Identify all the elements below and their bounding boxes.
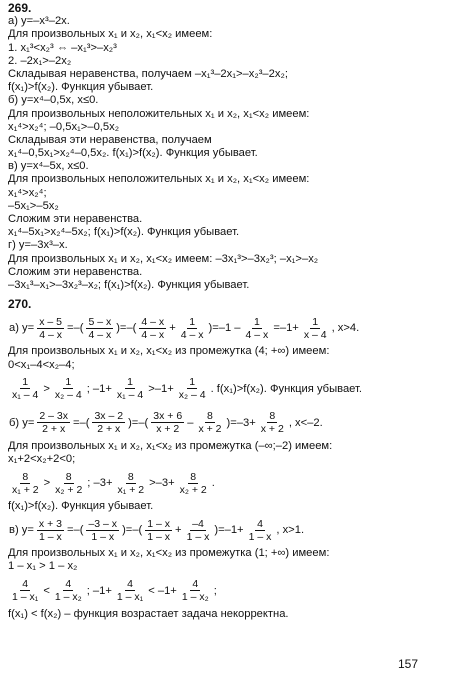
equation-text: )=–1+ (214, 524, 244, 537)
inequality-c (8, 574, 448, 608)
text-line: Для произвольных x₁ и x₂, x₁<x₂ имеем: –3x₁³>–3x₂³; –x₁>–x₂ (8, 252, 319, 265)
page-content (8, 2, 448, 621)
equation-text: . (211, 477, 215, 490)
equation-text: )=–3+ (226, 416, 256, 429)
inequality-a (8, 372, 448, 406)
equation-text: < –1+ (148, 584, 177, 597)
equation-a-definition (8, 311, 448, 345)
problem-number-270: 270. (8, 297, 32, 312)
equation-text: ; –1+ (86, 584, 112, 597)
text-line: 2. –2x₁>–2x₂ (8, 54, 72, 67)
fraction: $\frac{4 - x}{4 - x}$ (141, 315, 165, 341)
equation-c-definition (8, 513, 448, 547)
fraction: $\frac{1}{\text{x₁ – 4}}$ (12, 376, 39, 402)
equation-text: ; (213, 584, 217, 597)
fraction: $\frac{4}{1 - x}$ (248, 517, 272, 543)
equation-text: )=–( (116, 322, 137, 335)
equation-text: > (43, 477, 51, 490)
page-number: 157 (398, 657, 419, 671)
equation-text: )=–1 – (208, 322, 241, 335)
text-line: г) y=–3x³–x. (8, 239, 68, 252)
fraction: $\frac{4}{\text{1 – x₁}}$ (12, 578, 39, 604)
text-line: x₁⁴–0,5x₁>x₂⁴–0,5x₂. f(x₁)>f(x₂). Функция убывает. (8, 147, 258, 160)
fraction: $\frac{-3 - x}{1 - x}$ (88, 517, 118, 543)
fraction: $\frac{4}{\text{1 – x₂}}$ (54, 578, 82, 604)
text-line: Для произвольных x₁ и x₂, x₁<x₂ из промежутка (–∞;–2) имеем: (8, 439, 333, 452)
fraction: $\frac{8}{x + 2}$ (198, 410, 222, 436)
text-line: в) y=x⁴–5x, x≤0. (8, 160, 89, 173)
fraction: $\frac{1}{x - 4}$ (303, 315, 327, 341)
text-line: Для произвольных x₁ и x₂, x₁<x₂ имеем: (8, 28, 213, 41)
fraction: $\frac{4}{\text{1 – x₂}}$ (181, 578, 209, 604)
equation-text: )=–( (128, 416, 149, 429)
text-line: 1. x₁³<x₂³ ⇔ –x₁³>–x₂³ (8, 41, 117, 54)
fraction: $\frac{8}{\text{x₂ + 2}}$ (179, 470, 207, 496)
fraction: $\frac{1}{4 - x}$ (180, 315, 204, 341)
equation-text: =–( (72, 416, 90, 429)
fraction: $\frac{1 - x}{1 - x}$ (147, 517, 171, 543)
fraction: $\frac{1}{\text{x₁ – 4}}$ (116, 376, 144, 402)
equation-text: ; –3+ (87, 477, 113, 490)
text-line: Складывая неравенства, получаем –x₁³–2x₁>–x₂³–2x₂; (8, 67, 288, 80)
fraction: $\frac{1}{4 - x}$ (245, 315, 269, 341)
fraction: $\frac{x - 5}{4 - x}$ (39, 315, 62, 341)
text-line: –5x₁>–5x₂ (8, 199, 59, 212)
fraction: $\frac{1}{\text{x₂ – 4}}$ (54, 376, 82, 402)
fraction: $\frac{-4}{1 - x}$ (186, 517, 210, 543)
fraction: $\frac{8}{\text{x₂ + 2}}$ (55, 470, 83, 496)
fraction: $\frac{4}{\text{1 – x₁}}$ (116, 578, 144, 604)
text-line: Складывая эти неравенства, получаем (8, 133, 212, 146)
fraction: $\frac{5 - x}{4 - x}$ (88, 315, 112, 341)
text-line: а) y=–x³–2x. (8, 15, 70, 28)
text-line: f(x₁) < f(x₂) – функция возрастает задача некорректна. (8, 607, 289, 620)
equation-text: + (175, 524, 182, 537)
equation-text: в) y= (9, 524, 34, 537)
equation-text: , x<–2. (288, 416, 323, 429)
text-line: f(x₁)>f(x₂). Функция убывает. (8, 81, 154, 94)
text-line: x₁⁴–5x₁>x₂⁴–5x₂; f(x₁)>f(x₂). Функция убывает. (8, 226, 240, 239)
text-line: Для произвольных x₁ и x₂, x₁<x₂ из промежутка (4; +∞) имеем: (8, 345, 330, 358)
equation-text: < (43, 584, 50, 597)
text-line: Для произвольных неположительных x₁ и x₂, x₁<x₂ имеем: (8, 107, 310, 120)
text-line: 0<x₁–4<x₂–4; (8, 358, 75, 371)
fraction: $\frac{8}{\text{x₁ + 2}}$ (12, 470, 39, 496)
problem-number-269: 269. (8, 1, 32, 15)
equation-text: =–( (66, 524, 84, 537)
text-line: x₁⁴>x₂⁴; (8, 186, 47, 199)
fraction: $\frac{1}{\text{x₂ – 4}}$ (178, 376, 206, 402)
equation-b-definition (8, 406, 448, 440)
text-line: x₁⁴>x₂⁴; –0,5x₁>–0,5x₂ (8, 120, 120, 133)
equation-text: =–1+ (273, 322, 299, 335)
equation-text: =–( (66, 322, 84, 335)
equation-text: – (187, 416, 194, 429)
equation-text: . f(x₁)>f(x₂). Функция убывает. (210, 382, 363, 395)
inequality-b (8, 466, 448, 500)
equation-text: , x>4. (331, 322, 360, 335)
text-line: 1 – x₁ > 1 – x₂ (8, 560, 78, 573)
text-line: Для произвольных x₁ и x₂, x₁<x₂ из промежутка (1; +∞) имеем: (8, 547, 330, 560)
equation-text: + (169, 322, 176, 335)
text-line: Сложим эти неравенства. (8, 265, 143, 278)
equation-text: , x>1. (276, 524, 305, 537)
text-line: Сложим эти неравенства. (8, 213, 143, 225)
equation-text: ; –1+ (86, 382, 112, 395)
equation-text: >–3+ (149, 477, 175, 490)
text-line: x₁+2<x₂+2<0; (8, 452, 76, 465)
equation-text: б) y= (9, 416, 35, 429)
text-line: б) y=x⁴–0,5x, x≤0. (8, 94, 99, 107)
fraction: $\frac{x + 3}{1 - x}$ (38, 517, 62, 543)
text-line: Для произвольных неположительных x₁ и x₂, x₁<x₂ имеем: (8, 173, 310, 186)
fraction: $\frac{3x - 2}{2 + x}$ (94, 410, 124, 436)
text-line: f(x₁)>f(x₂). Функция убывает. (8, 500, 154, 513)
equation-text: > (43, 382, 50, 395)
equation-text: >–1+ (148, 382, 174, 395)
problem-269-solution (8, 15, 448, 292)
equation-text: а) y= (9, 322, 35, 335)
fraction: $\frac{2 - 3x}{2 + x}$ (39, 410, 68, 436)
fraction: $\frac{8}{\text{x₁ + 2}}$ (117, 470, 145, 496)
equation-text: )=–( (122, 524, 143, 537)
fraction: $\frac{8}{x + 2}$ (260, 410, 284, 436)
fraction: $\frac{3x + 6}{x + 2}$ (153, 410, 183, 436)
text-line: –3x₁³–x₁>–3x₂³–x₂; f(x₁)>f(x₂). Функция убывает. (8, 278, 250, 291)
